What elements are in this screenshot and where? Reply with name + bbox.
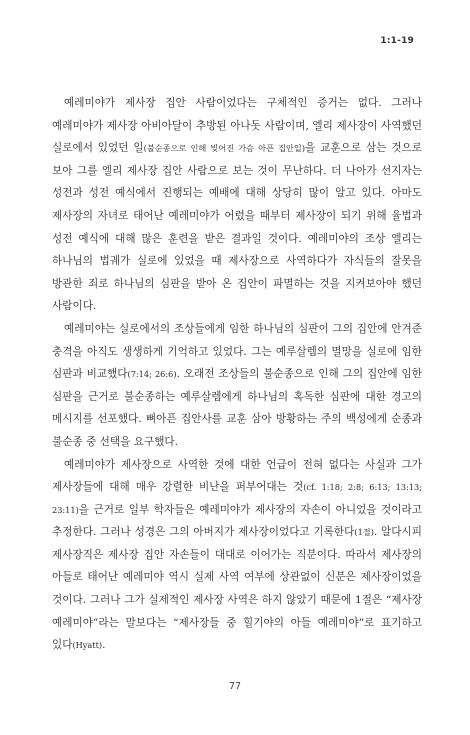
verse-reference: (1절) bbox=[354, 527, 374, 538]
page-number: 77 bbox=[228, 681, 242, 692]
text-run: 예레미야가 제사장으로 사역한 것에 대한 언급이 전혀 없다는 사실과 그가 제사장들에 대해 매우 강렬한 비난을 퍼부어대는 것 bbox=[52, 458, 422, 494]
paragraph bbox=[52, 318, 422, 454]
running-head: 1:1-19 bbox=[380, 36, 414, 46]
text-run: 을 교훈으로 삼는 것으로 보아 그를 엘리 제사장 집안 사람으로 보는 것이 무난하다. 더 나아가 선지자는 성전과 성전 예식에서 진행되는 예배에 대해 상당히 많이 알고 있다. 아마도 제사장의 자녀로 태어난 예레미야가 어렸을 때부터 제사장이 되기 위해 율법과 성전 예식에 대해 많은 훈련을 받은 결과일 것이다. 예레미야의 조상 엘리는 하나님의 법궤가 실로에 있었을 때 제사장으로 사역하다가 자식들의 잘못을 방관한 죄로 하나님의 심판을 받아 온 집안이 파멸하는 것을 지켜보아야 했던 사람이다. bbox=[52, 142, 422, 313]
text-run: 을 근거로 일부 학자들은 예레미야가 제사장의 자손이 아니었을 것이라고 추정한다. 그러나 성경은 그의 아버지가 제사장이었다고 기록한다 bbox=[52, 503, 422, 539]
paragraph bbox=[52, 454, 422, 657]
body-text bbox=[52, 92, 422, 657]
text-run: . 오래전 조상들의 불순종으로 인해 그의 집안에 임한 심판을 근거로 불순종하는 예루살렘에게 하나님의 혹독한 심판에 대한 경고의 메시지를 선포했다. 뼈아픈 집안사를 교훈 삼아 방황하는 주의 백성에게 순종과 불순종 중 선택을 요구했다. bbox=[52, 368, 422, 448]
text-run: 예레미야는 실로에서의 조상들에게 임한 하나님의 심판이 그의 집안에 안겨준 충격을 아직도 생생하게 기억하고 있었다. 그는 예루살렘의 멸망을 실로에 임한 심판과 비교했다 bbox=[52, 322, 422, 381]
citation: (Hyatt) bbox=[72, 640, 103, 651]
scripture-reference: (7:14; 26:6) bbox=[127, 369, 177, 380]
paragraph bbox=[52, 92, 422, 318]
scripture-reference: (cf. 1:18; 2:8; 6:13; 13:13; 23:11) bbox=[52, 482, 423, 515]
parenthetical-note: (불순종으로 인해 빚어진 가슴 아픈 집안일) bbox=[143, 143, 306, 154]
text-run: 예레미야가 제사장 집안 사람이었다는 구체적인 증거는 없다. 그러나 예레미야가 제사장 아비아달이 추방된 아나돗 사람이며, 엘리 제사장이 사역했던 실로에서 있었던 일 bbox=[52, 97, 422, 155]
text-run: . 알다시피 제사장직은 제사장 집안 자손들이 대대로 이어가는 직분이다. 따라서 제사장의 아들로 태어난 예레미야 역시 실제 사역 여부에 상관없이 신분은 제사장이었을 것이다. 그러나 그가 실제적인 제사장 사역은 하지 않았기 때문에 1절은 “제사장 예레미야”라는 말보다는 “제사장들 중 힐기야의 아들 예레미야”로 표기하고 있다 bbox=[52, 526, 422, 652]
text-run: . bbox=[102, 639, 106, 652]
